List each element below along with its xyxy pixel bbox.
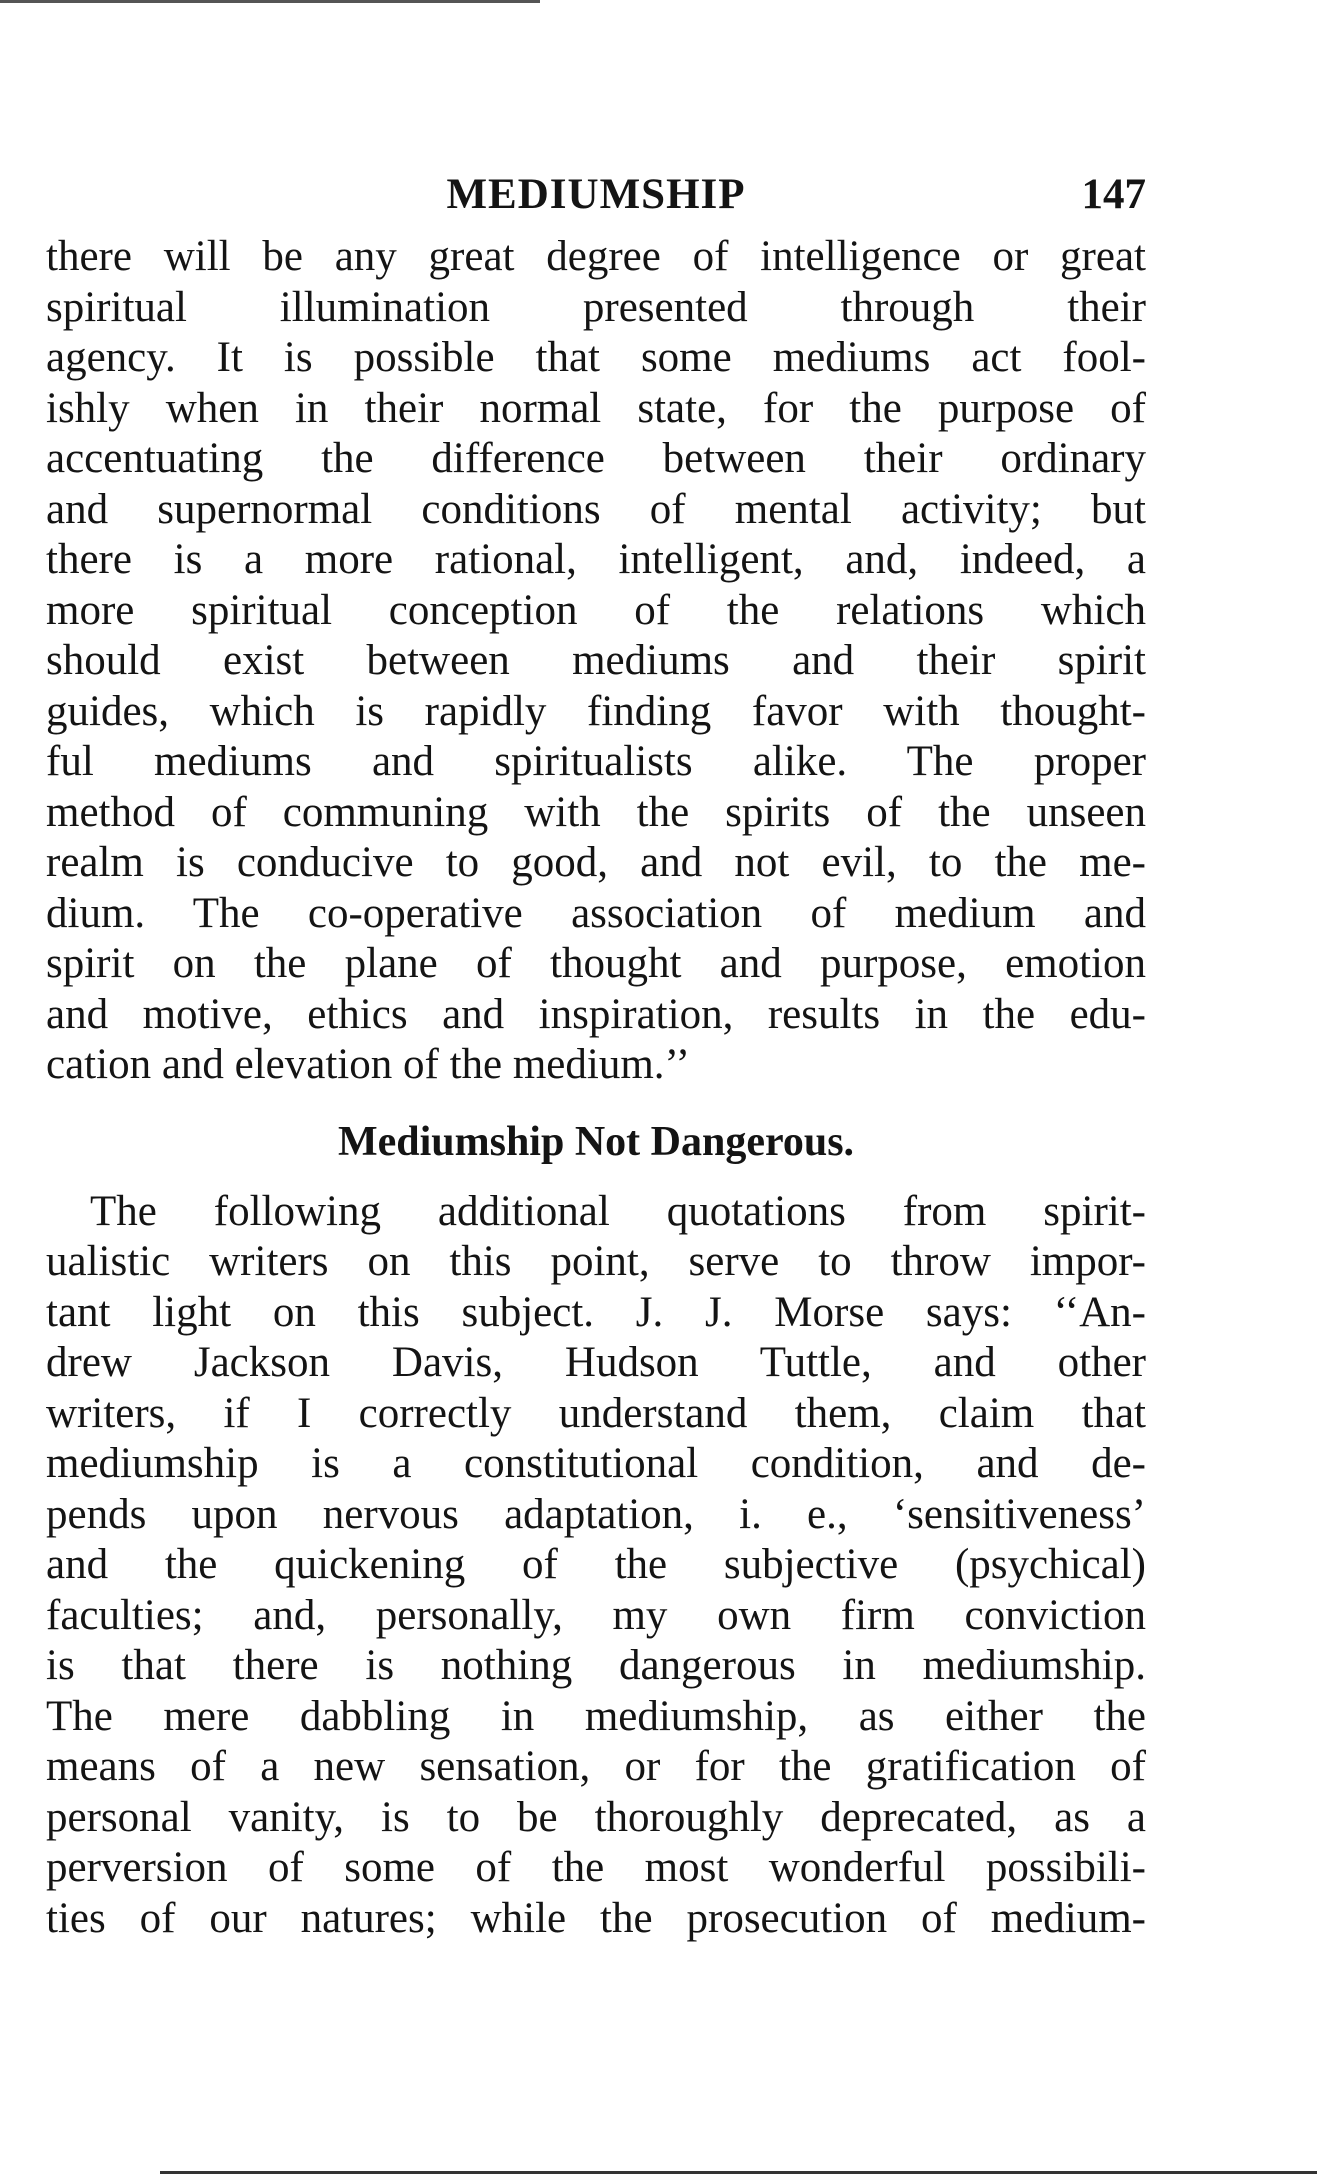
text-line: writers, if I correctly understand them, claim that: [46, 1389, 1146, 1437]
running-title: MEDIUMSHIP: [446, 171, 746, 218]
text-line: pends upon nervous adaptation, i. e., ‘sensitiveness’: [46, 1490, 1146, 1538]
text-line: ualistic writers on this point, serve to throw impor-: [46, 1238, 1146, 1285]
text-line: should exist between mediums and their spirit: [46, 637, 1146, 684]
text-line: accentuating the difference between their ordinary: [46, 435, 1146, 482]
text-line: ishly when in their normal state, for the purpose of: [46, 384, 1146, 432]
text-line: The following additional quotations from spirit-: [90, 1187, 1146, 1235]
book-page: [46, 170, 1146, 1944]
text-line: and supernormal conditions of mental activity; but: [46, 485, 1146, 533]
text-line: tant light on this subject. J. J. Morse says: ‘‘An-: [46, 1288, 1146, 1336]
bottom-rule: [160, 2171, 1317, 2174]
text-line: ful mediums and spiritualists alike. The proper: [46, 738, 1146, 785]
text-line: more spiritual conception of the relations which: [46, 586, 1146, 634]
text-line: drew Jackson Davis, Hudson Tuttle, and other: [46, 1339, 1146, 1386]
text-line: spirit on the plane of thought and purpose, emotion: [46, 940, 1146, 987]
page-number: 147: [1081, 171, 1146, 218]
text-line: there will be any great degree of intelligence or great: [46, 233, 1146, 280]
text-line: personal vanity, is to be thoroughly deprecated, as a: [46, 1793, 1146, 1841]
running-head: [46, 170, 1146, 232]
section-heading: Mediumship Not Dangerous.: [337, 1118, 855, 1165]
text-line: mediumship is a constitutional condition, and de-: [46, 1440, 1146, 1487]
text-line: realm is conducive to good, and not evil, to the me-: [46, 839, 1146, 886]
top-rule: [0, 0, 540, 3]
text-line: agency. It is possible that some mediums act fool-: [46, 334, 1146, 381]
text-line: perversion of some of the most wonderful possibili-: [46, 1844, 1146, 1891]
paragraph-1: [46, 232, 1146, 1091]
text-line: dium. The co-operative association of medium and: [46, 889, 1146, 937]
text-line: method of communing with the spirits of the unseen: [46, 788, 1146, 836]
text-line: is that there is nothing dangerous in mediumship.: [46, 1642, 1146, 1689]
text-line: means of a new sensation, or for the gratification of: [46, 1743, 1146, 1790]
text-line: ties of our natures; while the prosecution of medium-: [46, 1894, 1146, 1942]
text-line: and motive, ethics and inspiration, results in the edu-: [46, 990, 1146, 1038]
text-line: The mere dabbling in mediumship, as either the: [46, 1692, 1146, 1740]
paragraph-2: [46, 1187, 1146, 1945]
text-line: there is a more rational, intelligent, and, indeed, a: [46, 536, 1146, 583]
text-line: spiritual illumination presented through their: [46, 283, 1146, 331]
text-line: cation and elevation of the medium.’’: [46, 1041, 690, 1088]
text-line: and the quickening of the subjective (psychical): [46, 1541, 1146, 1588]
text-line: guides, which is rapidly finding favor with thought-: [46, 687, 1146, 735]
text-line: faculties; and, personally, my own firm conviction: [46, 1591, 1146, 1639]
